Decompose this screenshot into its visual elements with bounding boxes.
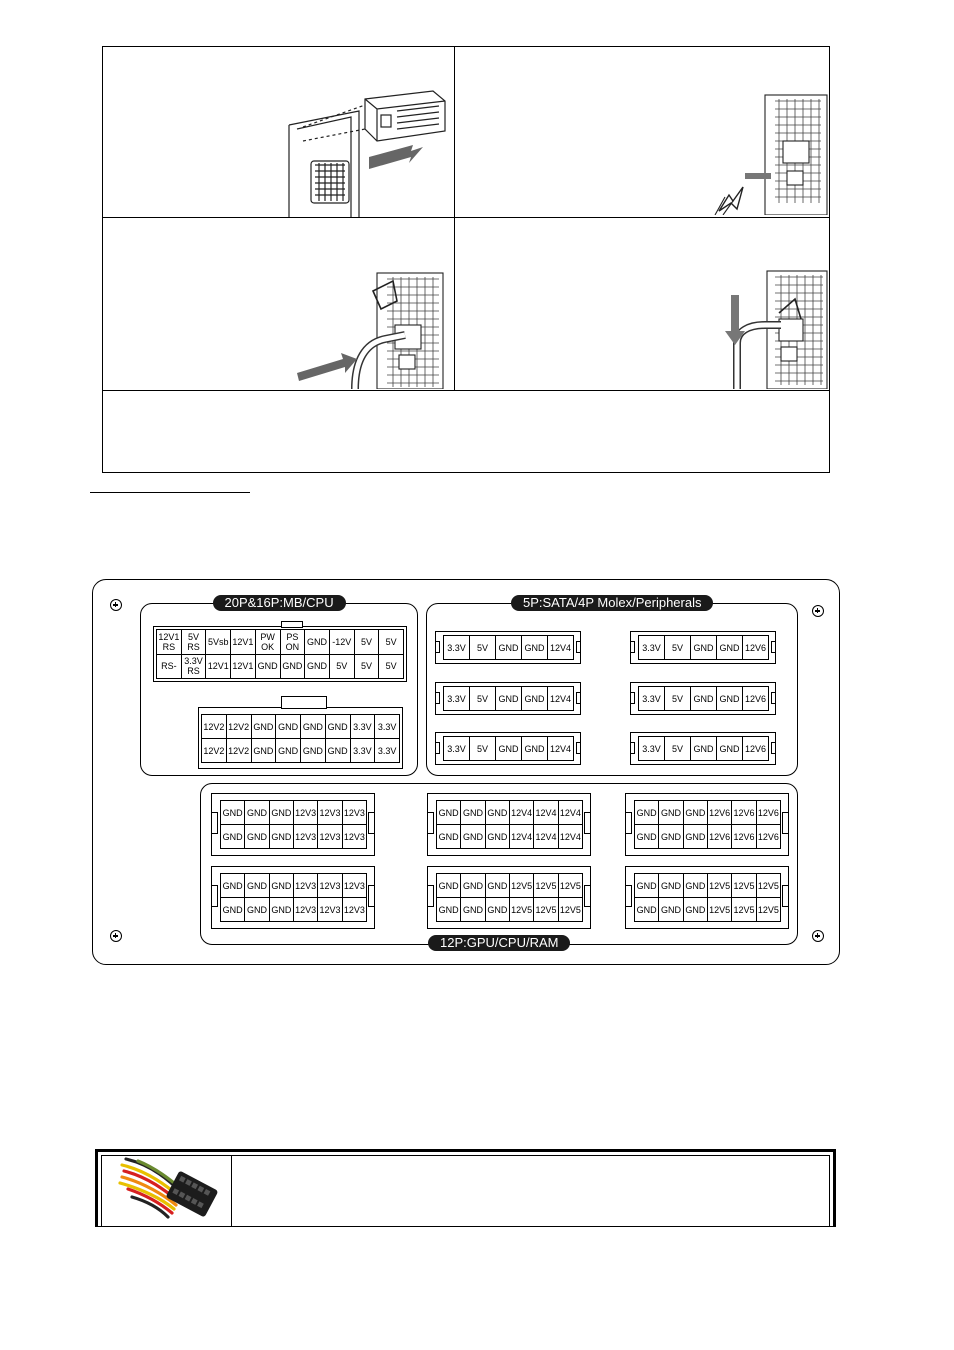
pin-label: GND	[281, 655, 306, 680]
pin-label: GND	[717, 636, 743, 660]
screw-icon	[110, 599, 122, 611]
pin-label: GND	[635, 898, 659, 922]
pin-label: 12V3	[294, 898, 318, 922]
pin-label: 12V5	[757, 874, 781, 898]
pin-label: GND	[276, 739, 301, 763]
pin-label: GND	[496, 737, 522, 761]
pin-label: GND	[522, 636, 548, 660]
pin-label: GND	[270, 801, 294, 825]
pin-label: 3.3V	[639, 737, 665, 761]
pin-label: GND	[245, 801, 269, 825]
mb-20pin-pin-grid	[156, 629, 404, 679]
pin-label: 3.3V RS	[182, 655, 207, 680]
pin-label: 12V6	[708, 825, 732, 849]
gpu-12pin-connector	[427, 866, 591, 929]
pin-label: 12V4	[510, 801, 534, 825]
pin-label: 12V5	[732, 874, 756, 898]
connector-latch	[771, 742, 776, 754]
pin-label: 12V6	[732, 825, 756, 849]
connector-latch	[630, 692, 635, 704]
peripherals-group-label: 5P:SATA/4P Molex/Peripherals	[511, 595, 713, 611]
pin-label: GND	[221, 898, 245, 922]
pin-label: 12V5	[559, 898, 583, 922]
grid-divider-vertical	[454, 47, 455, 390]
pin-label: 12V5	[708, 898, 732, 922]
pin-label: PS ON	[281, 630, 306, 655]
connector-latch	[584, 885, 591, 907]
pin-label: 12V2	[227, 715, 252, 739]
pin-label: 3.3V	[375, 715, 400, 739]
pin-label: 12V6	[757, 801, 781, 825]
pin-label: 12V3	[343, 801, 367, 825]
pin-label: GND	[486, 874, 510, 898]
pin-label: 5V	[379, 630, 404, 655]
connector-latch	[576, 641, 581, 653]
pin-label: GND	[635, 825, 659, 849]
connector-latch	[630, 742, 635, 754]
pin-label: 12V4	[548, 636, 574, 660]
pin-label: PW OK	[256, 630, 281, 655]
pin-label: GND	[245, 825, 269, 849]
pin-label: GND	[717, 687, 743, 711]
psu-modular-connector-panel	[92, 579, 840, 965]
pin-label: 12V3	[343, 825, 367, 849]
secure-cord-clip-illustration-icon	[721, 269, 829, 389]
connector-latch	[782, 885, 789, 907]
connector-latch	[630, 641, 635, 653]
connector-latch	[576, 692, 581, 704]
connector-latch	[427, 812, 434, 834]
pin-label: 12V2	[202, 739, 227, 763]
connector-latch	[368, 812, 375, 834]
sata-molex-connector	[435, 631, 581, 664]
pin-label: GND	[270, 825, 294, 849]
mb-cpu-group-label: 20P&16P:MB/CPU	[213, 595, 346, 611]
pin-label: GND	[437, 898, 461, 922]
cable-table-bottom-rule	[98, 1226, 833, 1227]
sata-molex-pin-grid	[638, 736, 769, 761]
pin-label: GND	[461, 874, 485, 898]
mb-20pin-connector	[153, 626, 407, 682]
pin-label: GND	[461, 825, 485, 849]
plug-power-cord-illustration-icon	[295, 271, 445, 389]
gpu-12pin-connector	[211, 793, 375, 856]
sata-molex-pin-grid	[443, 686, 574, 711]
pin-label: 12V4	[548, 737, 574, 761]
pin-label: GND	[252, 739, 277, 763]
pin-label: 12V4	[548, 687, 574, 711]
pin-label: 5V	[470, 687, 496, 711]
screw-icon	[812, 930, 824, 942]
pin-label: 3.3V	[351, 715, 376, 739]
pin-label: RS-	[157, 655, 182, 680]
gpu-12pin-connector	[211, 866, 375, 929]
pin-label: 5V	[355, 655, 380, 680]
screw-icon	[812, 605, 824, 617]
sata-molex-connector	[435, 682, 581, 715]
connector-latch	[211, 885, 218, 907]
pin-label: GND	[691, 687, 717, 711]
cpu-16pin-connector	[198, 707, 403, 769]
connector-latch	[782, 812, 789, 834]
pin-label: 3.3V	[444, 687, 470, 711]
pin-label: 12V6	[743, 687, 769, 711]
connector-latch	[368, 885, 375, 907]
section-heading-underline	[90, 492, 250, 493]
pin-label: GND	[270, 874, 294, 898]
pin-label: 12V1	[231, 630, 256, 655]
sata-molex-connector	[630, 682, 776, 715]
cpu-16pin-pin-grid	[201, 714, 400, 763]
pin-label: 5V	[665, 687, 691, 711]
psu-insert-illustration-icon	[273, 85, 453, 217]
screw-icon	[110, 930, 122, 942]
pin-label: 12V5	[732, 898, 756, 922]
gpu-12pin-pin-grid	[634, 873, 781, 922]
pin-label: GND	[276, 715, 301, 739]
pin-label: GND	[305, 630, 330, 655]
pin-label: GND	[245, 898, 269, 922]
pin-label: GND	[245, 874, 269, 898]
pin-label: 12V6	[732, 801, 756, 825]
pin-label: 12V5	[510, 898, 534, 922]
pin-label: GND	[659, 825, 683, 849]
pin-label: GND	[635, 801, 659, 825]
connector-latch	[211, 812, 218, 834]
pin-label: 12V4	[510, 825, 534, 849]
pin-label: 5V	[665, 737, 691, 761]
pin-label: 12V5	[534, 874, 558, 898]
pin-label: 5V	[470, 737, 496, 761]
pin-label: GND	[486, 801, 510, 825]
pin-label: 12V3	[343, 898, 367, 922]
pin-label: GND	[221, 801, 245, 825]
pin-label: 3.3V	[351, 739, 376, 763]
gpu-12pin-pin-grid	[220, 800, 367, 849]
pin-label: GND	[691, 737, 717, 761]
pin-label: 12V5	[757, 898, 781, 922]
pin-label: 3.3V	[444, 737, 470, 761]
pin-label: 12V3	[318, 874, 342, 898]
connector-latch	[435, 692, 440, 704]
pin-label: GND	[522, 687, 548, 711]
gpu-12pin-pin-grid	[436, 873, 583, 922]
pin-label: 5V	[355, 630, 380, 655]
pin-label: 12V6	[757, 825, 781, 849]
pin-label: 3.3V	[375, 739, 400, 763]
pin-label: 12V1	[231, 655, 256, 680]
grid-divider-horizontal	[103, 217, 829, 218]
pin-label: GND	[461, 801, 485, 825]
sata-molex-connector	[435, 732, 581, 765]
pin-label: 12V5	[708, 874, 732, 898]
pin-label: GND	[684, 874, 708, 898]
sata-molex-pin-grid	[443, 635, 574, 660]
pin-label: GND	[691, 636, 717, 660]
connector-latch	[584, 812, 591, 834]
gpu-12pin-pin-grid	[436, 800, 583, 849]
pin-label: 5V	[665, 636, 691, 660]
pin-label: GND	[659, 874, 683, 898]
pin-label: 5V RS	[182, 630, 207, 655]
pin-label: 12V6	[743, 636, 769, 660]
gpu-12pin-pin-grid	[634, 800, 781, 849]
pin-label: GND	[437, 801, 461, 825]
gpu-12pin-connector	[625, 793, 789, 856]
pin-label: 12V1 RS	[157, 630, 182, 655]
pin-label: GND	[684, 801, 708, 825]
atx-cable-photo-icon	[118, 1157, 220, 1225]
connector-latch	[625, 812, 632, 834]
pin-label: GND	[496, 636, 522, 660]
pin-label: 5V	[379, 655, 404, 680]
pin-label: GND	[256, 655, 281, 680]
pin-label: GND	[659, 801, 683, 825]
pin-label: GND	[717, 737, 743, 761]
pin-label: GND	[270, 898, 294, 922]
pin-label: 3.3V	[639, 636, 665, 660]
power-cord-clip-illustration-icon	[709, 91, 829, 215]
pin-label: GND	[496, 687, 522, 711]
sata-molex-pin-grid	[638, 635, 769, 660]
pin-label: GND	[486, 825, 510, 849]
pin-label: GND	[326, 715, 351, 739]
connector-latch	[435, 742, 440, 754]
pin-label: 12V6	[743, 737, 769, 761]
pin-label: GND	[326, 739, 351, 763]
pin-label: GND	[461, 898, 485, 922]
pin-label: 5V	[470, 636, 496, 660]
pin-label: 12V3	[343, 874, 367, 898]
pin-label: 12V4	[534, 825, 558, 849]
pin-label: GND	[301, 739, 326, 763]
pin-label: 12V3	[318, 801, 342, 825]
pin-label: 5Vsb	[206, 630, 231, 655]
pin-label: 12V2	[202, 715, 227, 739]
pin-label: GND	[437, 874, 461, 898]
pin-label: -12V	[330, 630, 355, 655]
installation-steps-table	[102, 46, 830, 473]
pin-label: 12V4	[534, 801, 558, 825]
connector-latch	[435, 641, 440, 653]
connector-latch	[771, 641, 776, 653]
pin-label: GND	[522, 737, 548, 761]
pin-label: 12V6	[708, 801, 732, 825]
connector-latch	[427, 885, 434, 907]
gpu-12pin-connector	[625, 866, 789, 929]
pin-label: 12V3	[294, 874, 318, 898]
pin-label: GND	[221, 874, 245, 898]
pin-label: 12V3	[318, 898, 342, 922]
pin-label: 12V4	[559, 825, 583, 849]
pin-label: GND	[252, 715, 277, 739]
pin-label: GND	[221, 825, 245, 849]
connector-latch	[281, 696, 327, 709]
pin-label: 12V2	[227, 739, 252, 763]
pin-label: GND	[305, 655, 330, 680]
pin-label: 5V	[330, 655, 355, 680]
connector-latch	[771, 692, 776, 704]
pin-label: GND	[486, 898, 510, 922]
pin-label: GND	[635, 874, 659, 898]
connector-latch	[576, 742, 581, 754]
pin-label: 12V5	[534, 898, 558, 922]
sata-molex-connector	[630, 631, 776, 664]
pin-label: 12V5	[559, 874, 583, 898]
pin-label: 3.3V	[444, 636, 470, 660]
connector-latch	[625, 885, 632, 907]
pin-label: 12V5	[510, 874, 534, 898]
connector-latch	[281, 621, 303, 628]
pin-label: GND	[437, 825, 461, 849]
gpu-12pin-connector	[427, 793, 591, 856]
gpu-cpu-ram-group-label: 12P:GPU/CPU/RAM	[428, 935, 570, 951]
pin-label: 12V3	[294, 801, 318, 825]
pin-label: GND	[659, 898, 683, 922]
cable-table-divider	[231, 1155, 232, 1227]
pin-label: 12V1	[206, 655, 231, 680]
gpu-12pin-pin-grid	[220, 873, 367, 922]
pin-label: GND	[301, 715, 326, 739]
sata-molex-connector	[630, 732, 776, 765]
sata-molex-pin-grid	[638, 686, 769, 711]
cable-description-table	[95, 1149, 836, 1227]
pin-label: 12V3	[294, 825, 318, 849]
grid-divider-horizontal	[103, 390, 829, 391]
pin-label: GND	[684, 825, 708, 849]
sata-molex-pin-grid	[443, 736, 574, 761]
pin-label: 12V4	[559, 801, 583, 825]
pin-label: GND	[684, 898, 708, 922]
pin-label: 3.3V	[639, 687, 665, 711]
pin-label: 12V3	[318, 825, 342, 849]
